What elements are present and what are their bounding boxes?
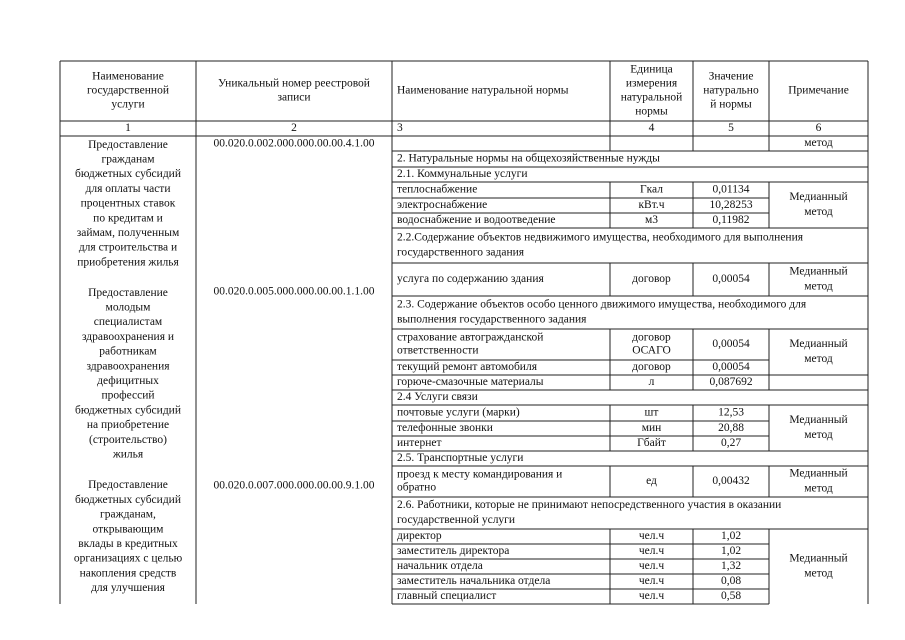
norm-name: начальник отдела [397,560,483,573]
section-title: 2.3. Содержание объектов особо ценного движимого имущества, необходимого для выполнения государственного задания [397,298,807,326]
note-method: Медианный метод [789,265,848,293]
norm-unit: договор ОСАГО [632,331,671,357]
header-cell: Примечание [788,84,849,97]
norm-unit: договор [632,273,671,286]
service-name: Предоставление бюджетных субсидий гражданам, открывающим вклады в кредитных организациях с целью накопления средств для улучшения [73,479,183,595]
norm-unit: чел.ч [638,575,665,588]
norm-name: электроснабжение [397,199,488,212]
norm-value: 1,02 [720,530,742,543]
norm-name: почтовые услуги (марки) [397,406,520,419]
norm-name: услуга по содержанию здания [397,273,544,286]
norm-name: водоснабжение и водоотведение [397,214,556,227]
column-number: 1 [125,122,131,135]
note-method: Медианный метод [789,338,848,366]
section-title: 2.4 Услуги связи [397,391,478,404]
norm-unit: Гкал [639,183,664,196]
column-number: 5 [728,122,734,135]
norm-name: страхование автогражданской ответственности [397,331,544,357]
column-number: 3 [397,122,403,135]
column-number: 2 [291,122,297,135]
norm-value: 1,32 [720,560,742,573]
norm-name: интернет [397,437,442,450]
norm-unit: Гбайт [637,437,666,450]
norm-unit: чел.ч [638,530,665,543]
column-number: 6 [815,122,822,135]
header-cell: Наименование натуральной нормы [397,84,569,97]
header-cell: Значение натурально й нормы [703,70,759,111]
norm-unit: чел.ч [638,560,665,573]
norm-name: заместитель директора [397,545,510,558]
service-name: Предоставление молодым специалистам здравоохранения и работникам здравоохранения дефицитных профессий бюджетных субсидий на приобретение (строительство) жилья [75,286,181,461]
norm-name: главный специалист [397,590,497,603]
norm-unit: чел.ч [638,545,665,558]
norm-value: 0,08 [720,575,742,588]
header-cell: Уникальный номер реестровой записи [218,77,370,104]
norm-value: 0,00432 [712,475,750,488]
norm-name: телефонные звонки [397,422,493,435]
note-method: Медианный метод [789,467,848,495]
table-cells [74,64,849,603]
note-method: метод [804,137,833,150]
registry-number: 00.020.0.007.000.000.00.00.9.1.00 [213,479,375,492]
norm-value: 0,00054 [712,361,750,374]
norm-value: 0,01134 [712,183,750,196]
column-number: 4 [648,122,655,135]
section-title: 2.6. Работники, которые не принимают непосредственного участия в оказании государственной услуги [397,499,782,527]
norm-unit: мин [641,422,662,435]
service-name: Предоставление гражданам бюджетных субсидий для оплаты части процентных ставок по кредитам и займам, полученным для строительства и приобретения жилья [75,138,181,269]
norm-unit: ед [646,475,657,488]
norm-unit: л [648,376,655,389]
norm-value: 0,00054 [712,273,750,286]
norm-value: 12,53 [718,406,744,419]
section-title: 2. Натуральные нормы на общехозяйственные нужды [397,152,660,165]
norm-value: 0,087692 [709,376,753,389]
header-cell: Наименование государственной услуги [87,70,169,111]
section-title: 2.5. Транспортные услуги [397,452,524,465]
norm-value: 1,02 [720,545,742,558]
norm-name: текущий ремонт автомобиля [397,361,537,374]
norm-value: 10,28253 [709,199,753,212]
header-cell: Единица измерения натуральной нормы [620,63,683,118]
norm-unit: шт [644,406,659,419]
norm-value: 0,11982 [712,214,750,227]
registry-number: 00.020.0.005.000.000.00.00.1.1.00 [213,285,375,298]
note-method: Медианный метод [789,414,848,442]
norm-value: 0,00054 [712,338,750,351]
norm-name: горюче-смазочные материалы [397,376,544,389]
norm-name: проезд к месту командирования и обратно [397,468,563,494]
norm-name: заместитель начальника отдела [397,575,551,588]
norm-name: директор [397,530,442,543]
norm-unit: кВт.ч [638,199,665,212]
section-title: 2.1. Коммунальные услуги [397,168,528,181]
note-method: Медианный метод [789,191,848,219]
registry-number: 00.020.0.002.000.000.00.00.4.1.00 [213,137,375,150]
norm-value: 20,88 [718,422,744,435]
norm-unit: чел.ч [638,590,665,603]
note-method: Медианный метод [789,552,848,580]
norm-value: 0,58 [720,590,742,603]
norm-name: теплоснабжение [397,183,478,196]
section-title: 2.2.Содержание объектов недвижимого имущества, необходимого для выполнения государственного задания [397,231,804,259]
norm-unit: м3 [644,214,659,227]
norm-value: 0,27 [720,437,742,450]
norm-unit: договор [632,361,671,374]
